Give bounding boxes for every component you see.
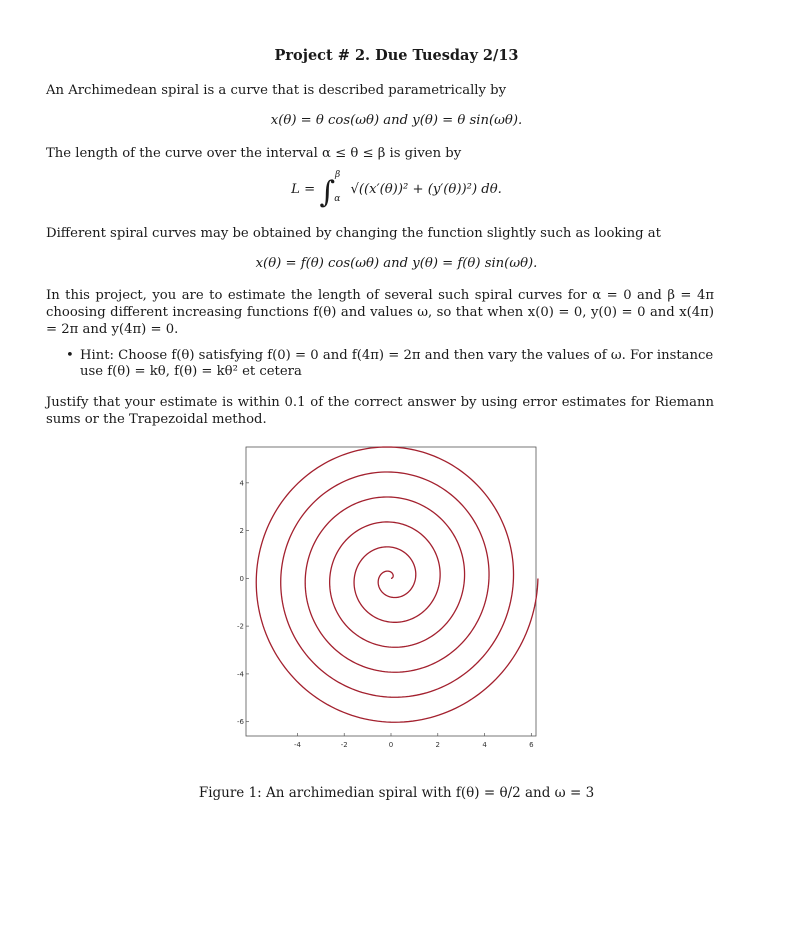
different-text: Different spiral curves may be obtained by changing the function slightly such as looking at — [46, 226, 661, 241]
length-intro-text: The length of the curve over the interval α ≤ θ ≤ β is given by — [46, 146, 462, 161]
y-tick-label: -6 — [237, 718, 244, 727]
x-tick-label: 6 — [529, 741, 534, 749]
hint-text: Hint: Choose f(θ) satisfying f(0) = 0 and f(4π) = 2π and then vary the values of ω. For instance use f(θ) = kθ, f(θ) = kθ² et cetera — [80, 348, 714, 379]
intro-text: An Archimedean spiral is a curve that is described parametrically by — [46, 83, 507, 98]
y-tick-label: 2 — [239, 527, 244, 536]
x-tick-label: 2 — [435, 741, 441, 749]
page-title: Project # 2. Due Tuesday 2/13 — [274, 47, 519, 64]
y-tick-label: -2 — [237, 622, 244, 631]
eq2-upper-limit: β — [334, 170, 341, 180]
x-tick-label: -4 — [293, 741, 301, 749]
y-tick-label: 0 — [239, 574, 244, 583]
y-tick-label: 4 — [239, 479, 244, 488]
integral-sign: ∫ — [319, 175, 335, 210]
y-tick-label: -4 — [237, 670, 244, 679]
figure-caption: Figure 1: An archimedian spiral with f(θ) = θ/2 and ω = 3 — [198, 785, 595, 801]
spiral-figure — [225, 442, 545, 762]
plot-frame — [246, 447, 536, 736]
x-tick-label: 4 — [482, 741, 487, 749]
eq2-lower-limit: α — [334, 194, 341, 204]
equation-arc-length — [0, 170, 793, 210]
spiral-curve — [256, 447, 538, 722]
equation-archimedean: x(θ) = θ cos(ωθ) and y(θ) = θ sin(ωθ). — [270, 113, 523, 128]
x-tick-label: 0 — [388, 741, 394, 749]
eq2-integrand: √((x′(θ))² + (y′(θ))²) dθ. — [350, 182, 502, 197]
eq2-lhs: L = — [291, 182, 316, 197]
justify-paragraph: Justify that your estimate is within 0.1 of the correct answer by using error estimates for Riemann sums or the Trapezoidal method. — [46, 395, 714, 427]
equation-general-spiral: x(θ) = f(θ) cos(ωθ) and y(θ) = f(θ) sin(ωθ). — [255, 256, 538, 271]
bullet-icon: • — [66, 348, 74, 363]
project-paragraph: In this project, you are to estimate the length of several such spiral curves for α = 0 and β = 4π choosing different increasing functions f(θ) and values ω, so that when x(0) = 0, y(0) = 0 and x(4π) = 2π and y(4π) = 0. — [46, 288, 714, 337]
x-tick-label: -2 — [340, 741, 348, 749]
